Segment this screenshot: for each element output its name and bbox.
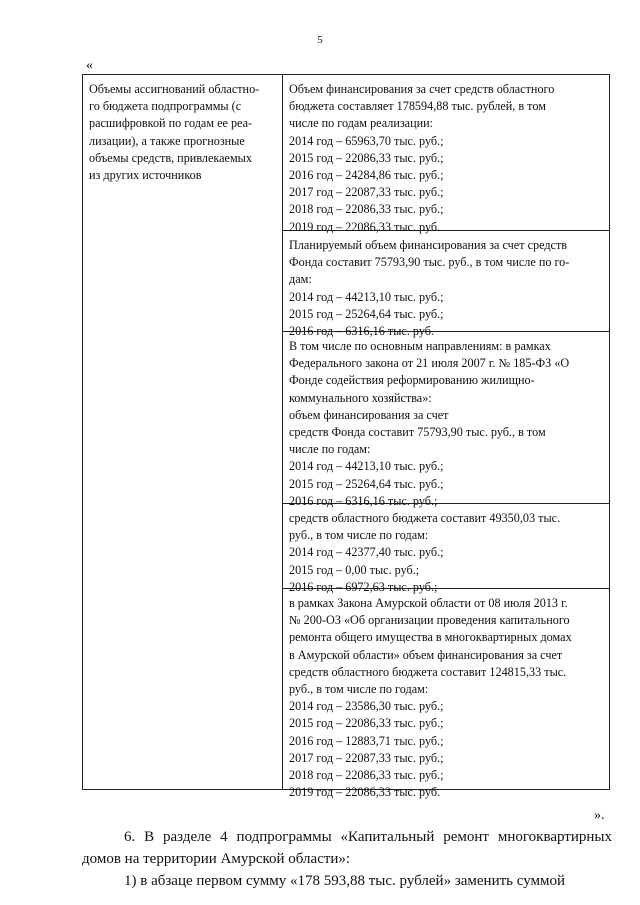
block-line: в Амурской области» объем финансирования за счет	[289, 647, 563, 662]
block-line: Планируемый объем финансирования за счет средств	[289, 238, 568, 252]
column-divider	[282, 75, 283, 789]
paragraph-item-1: 1) в абзаце первом сумму «178 593,88 тыс. рублей» заменить суммой	[124, 873, 566, 889]
block-line: 2016 год – 24284,86 тыс. руб.;	[289, 168, 444, 183]
block-line: 2014 год – 65963,70 тыс. руб.;	[289, 133, 444, 148]
block-line: 2016 год – 6972,63 тыс. руб.;	[289, 579, 438, 594]
block-line: Объем финансирования за счет средств областного	[289, 82, 555, 96]
table-left-cell	[89, 81, 277, 184]
left-line: го бюджета подпрограммы (с	[89, 99, 242, 114]
block-line: числе по годам:	[289, 442, 371, 457]
left-line: лизации), а также прогнозные	[89, 133, 245, 148]
block-line: 2014 год – 42377,40 тыс. руб.;	[289, 545, 444, 560]
block-line: 2016 год – 12883,71 тыс. руб.;	[289, 733, 444, 748]
block-line: 2015 год – 22086,33 тыс. руб.;	[289, 716, 444, 731]
block-line: руб., в том числе по годам:	[289, 528, 429, 543]
block-line: числе по годам реализации:	[289, 116, 434, 131]
left-line: объемы средств, привлекаемых	[89, 150, 252, 165]
block-line: руб., в том числе по годам:	[289, 682, 429, 697]
funding-block-regional-budget	[287, 510, 607, 596]
block-line: 2019 год – 22086,33 тыс. руб.	[289, 785, 441, 800]
funding-table	[82, 74, 610, 800]
funding-block-amur-law	[287, 595, 607, 801]
closing-quote: ».	[594, 808, 605, 823]
block-line: 2018 год – 22086,33 тыс. руб.;	[289, 202, 444, 217]
block-line: в рамках Закона Амурской области от 08 июля 2013 г.	[289, 596, 568, 610]
block-line: 2017 год – 22087,33 тыс. руб.;	[289, 185, 444, 200]
block-line: В том числе по основным направлениям: в рамках	[289, 339, 551, 353]
funding-block-fund	[287, 237, 607, 340]
page-number: 5	[317, 34, 323, 46]
left-line: из других источников	[89, 168, 202, 183]
block-line: 2015 год – 0,00 тыс. руб.;	[289, 562, 420, 577]
block-line: дам:	[289, 272, 312, 287]
block-line: средств областного бюджета составит 124815,33 тыс.	[289, 664, 567, 679]
block-line: 2017 год – 22087,33 тыс. руб.;	[289, 750, 444, 765]
block-line: 2019 год – 22086,33 тыс. руб.	[289, 219, 441, 234]
block-line: 2015 год – 22086,33 тыс. руб.;	[289, 150, 444, 165]
block-line: 2014 год – 44213,10 тыс. руб.;	[289, 459, 444, 474]
left-line: Объемы ассигнований областно-	[89, 82, 260, 96]
block-line: ремонта общего имущества в многоквартирных домах	[289, 630, 572, 645]
block-line: 2016 год – 6316,16 тыс. руб.	[289, 324, 435, 339]
block-line: бюджета составляет 178594,88 тыс. рублей, в том	[289, 99, 546, 114]
block-line: 2018 год – 22086,33 тыс. руб.;	[289, 768, 444, 783]
block-line: 2016 год – 6316,16 тыс. руб.;	[289, 493, 438, 508]
paragraph-section-6: 6. В разделе 4 подпрограммы «Капитальный ремонт многоквартирных домов на территории Амурской области»:	[82, 829, 612, 867]
block-line: коммунального хозяйства»:	[289, 390, 432, 405]
funding-block-federal-law	[287, 338, 607, 510]
block-line: 2015 год – 25264,64 тыс. руб.;	[289, 306, 444, 321]
opening-quote: «	[86, 58, 93, 73]
funding-block-regional	[287, 81, 607, 236]
block-line: Фонде содействия реформированию жилищно-	[289, 373, 535, 388]
left-line: расшифровкой по годам ее реа-	[89, 116, 253, 131]
block-line: 2014 год – 23586,30 тыс. руб.;	[289, 699, 444, 714]
block-line: Федерального закона от 21 июля 2007 г. № 185-ФЗ «О	[289, 356, 570, 371]
block-line: объем финансирования за счет	[289, 407, 449, 422]
block-line: 2015 год – 25264,64 тыс. руб.;	[289, 476, 444, 491]
block-line: средств областного бюджета составит 49350,03 тыс.	[289, 511, 561, 525]
block-line: № 200-ОЗ «Об организации проведения капитального	[289, 613, 570, 628]
block-line: Фонда составит 75793,90 тыс. руб., в том числе по го-	[289, 255, 570, 270]
block-line: средств Фонда составит 75793,90 тыс. руб., в том	[289, 425, 546, 440]
block-line: 2014 год – 44213,10 тыс. руб.;	[289, 289, 444, 304]
